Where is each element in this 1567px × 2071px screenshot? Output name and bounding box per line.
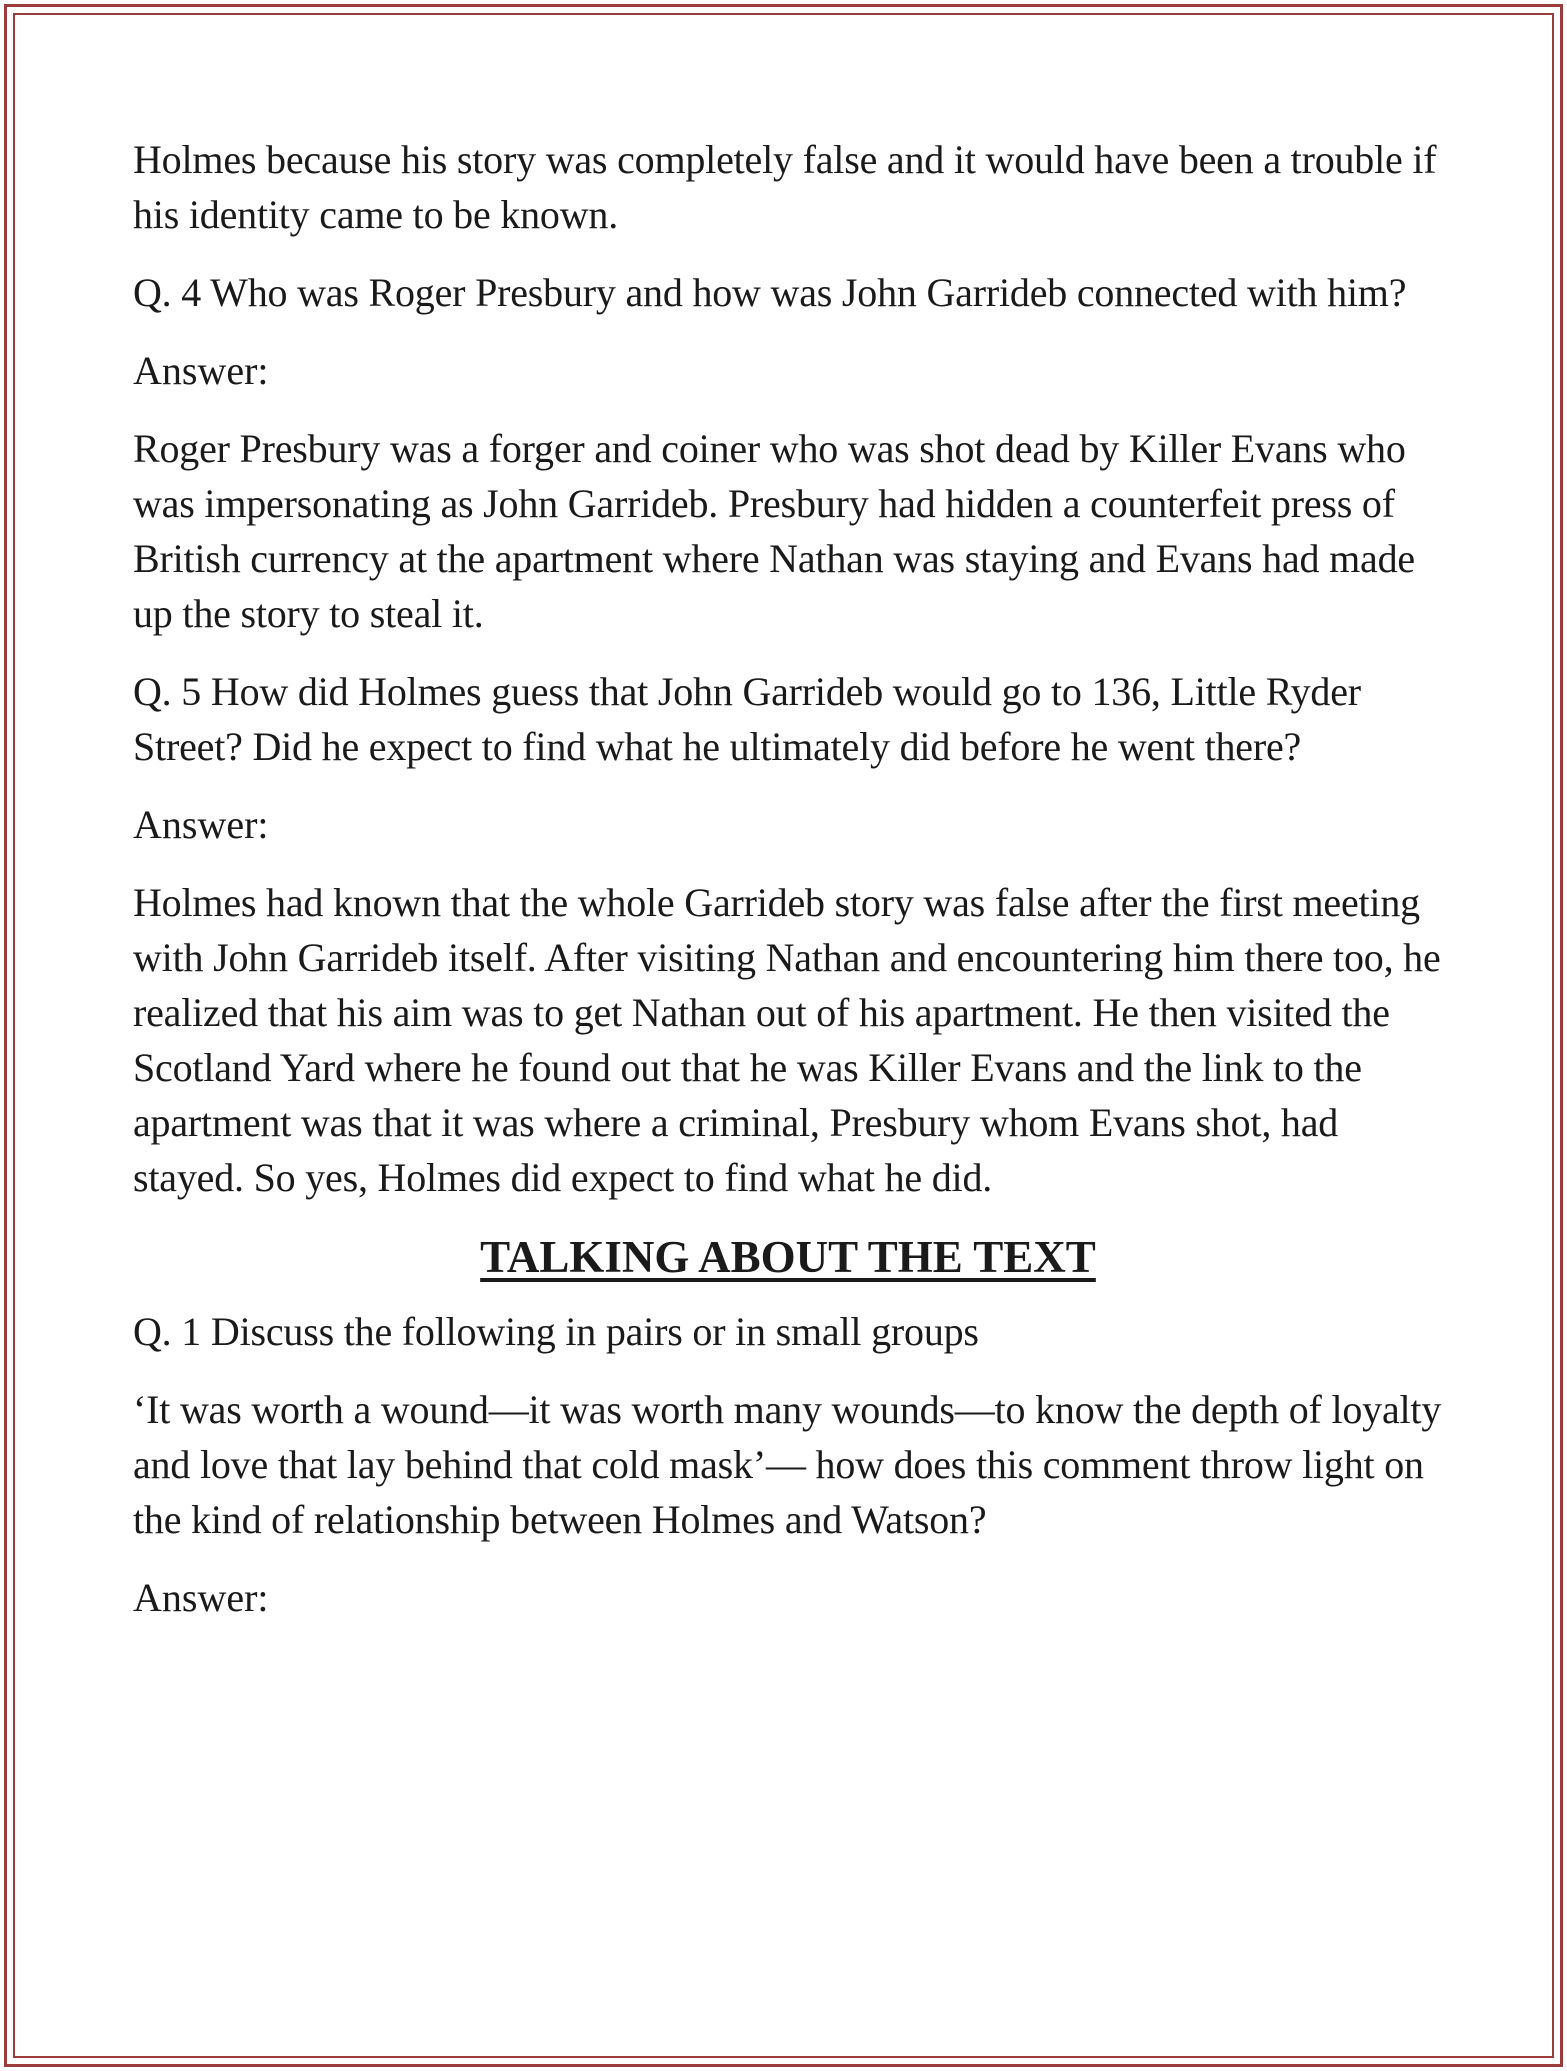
answer-q5: Holmes had known that the whole Garrideb story was false after the first meeting with John Garrideb itself. After visiting Nathan and encountering him there too, he realized that his aim was to get Nathan out of his apartment. He then visited the Scotland Yard where he found out that he was Killer Evans and the link to the apartment was that it was where a criminal, Presbury whom Evans shot, had stayed. So yes, Holmes did expect to find what he did. [133, 880, 1441, 1200]
question-4: Q. 4 Who was Roger Presbury and how was John Garrideb connected with him? [133, 270, 1407, 315]
discussion-quote: ‘It was worth a wound—it was worth many wounds—to know the depth of loyalty and love that lay behind that cold mask’— how does this comment throw light on the kind of relationship between Holmes and Watson? [133, 1387, 1442, 1542]
page-content [133, 132, 1443, 1648]
section-heading: TALKING ABOUT THE TEXT [480, 1232, 1096, 1282]
question-5: Q. 5 How did Holmes guess that John Garrideb would go to 136, Little Ryder Street? Did he expect to find what he ultimately did before he went there? [133, 669, 1361, 769]
paragraph-continuation: Holmes because his story was completely false and it would have been a trouble if his identity came to be known. [133, 137, 1437, 237]
discussion-question-1: Q. 1 Discuss the following in pairs or in small groups [133, 1309, 979, 1354]
answer-label-discussion: Answer: [133, 1575, 269, 1620]
answer-q4: Roger Presbury was a forger and coiner who was shot dead by Killer Evans who was impersonating as John Garrideb. Presbury had hidden a counterfeit press of British currency at the apartment where Nathan was staying and Evans had made up the story to steal it. [133, 426, 1415, 636]
answer-label-q5: Answer: [133, 802, 269, 847]
answer-label-q4: Answer: [133, 348, 269, 393]
